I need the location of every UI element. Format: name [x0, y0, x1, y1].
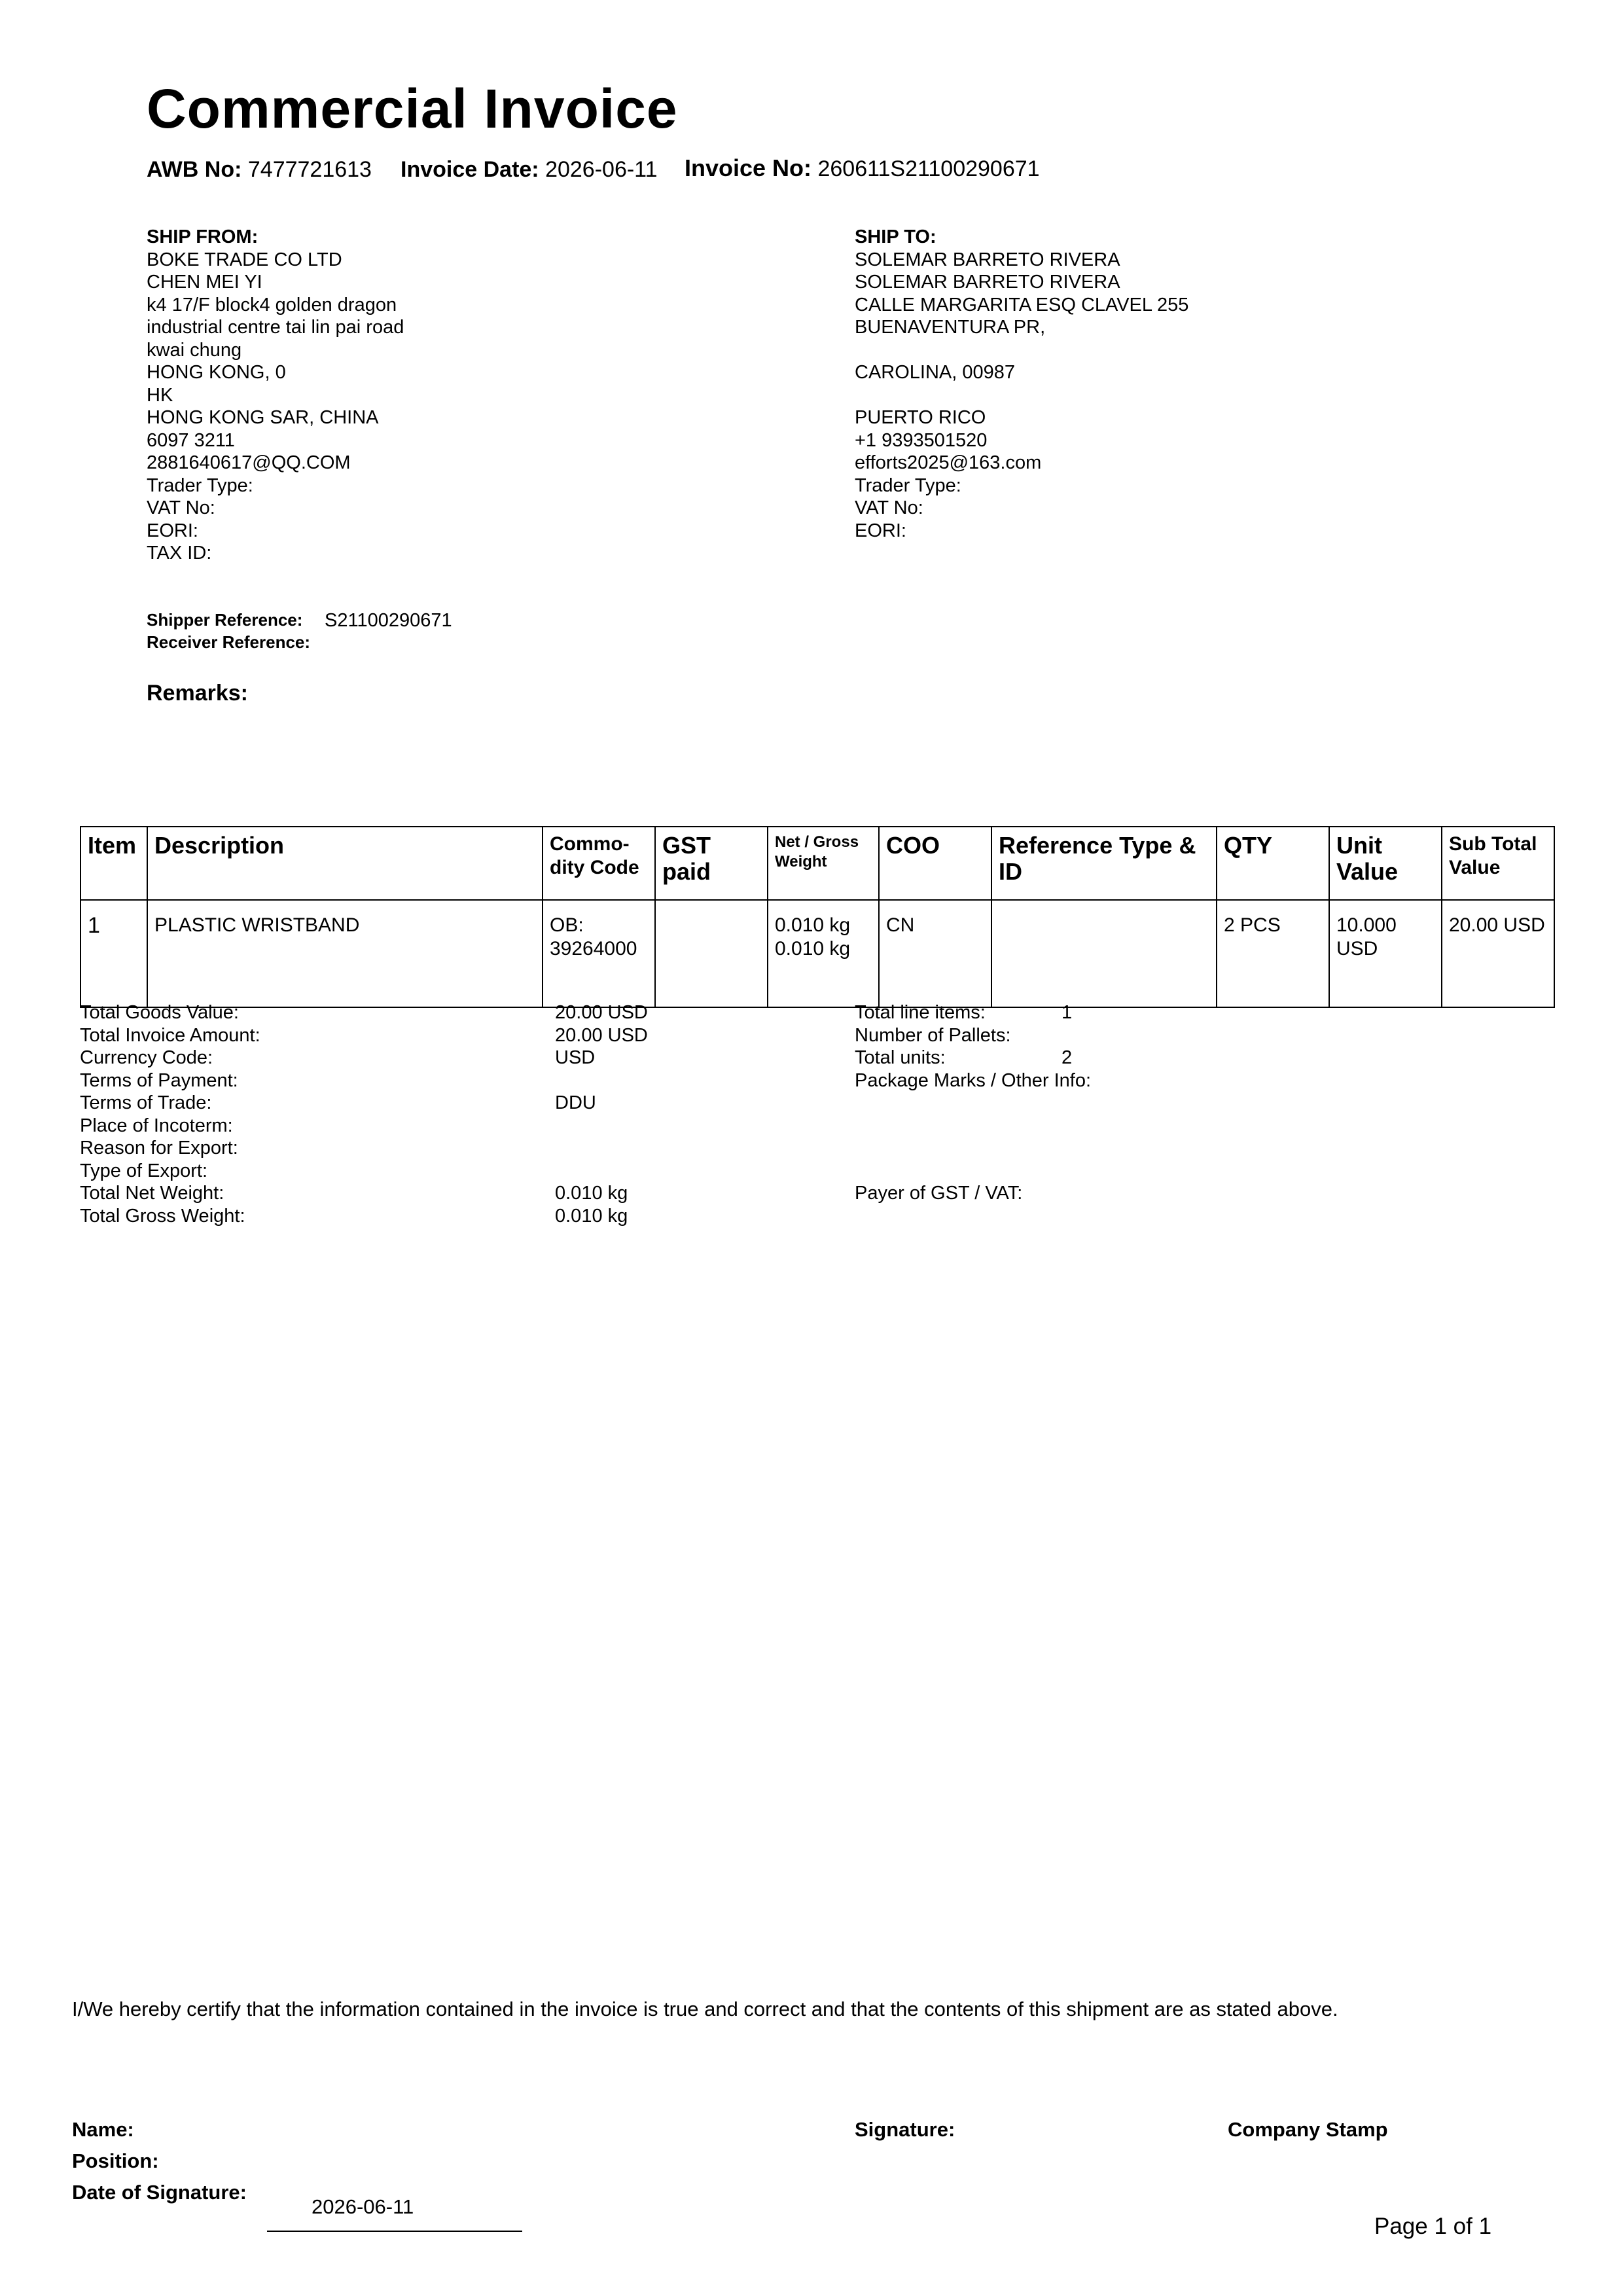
ship-from-label: SHIP FROM: [147, 226, 259, 247]
net-weight: 0.010 kg [775, 914, 851, 936]
summary-label: Number of Pallets: [855, 1024, 1011, 1046]
certification-statement: I/We hereby certify that the information contained in the invoice is true and correct and that the contents of this shipment are as stated above. [72, 1998, 1338, 2020]
ship-from-line: kwai chung [147, 339, 242, 361]
summary-label: Total Invoice Amount: [80, 1024, 260, 1046]
cell-sub-total: 20.00 USD [1442, 900, 1554, 1007]
date-of-signature-value: 2026-06-11 [312, 2195, 414, 2218]
ship-to-label: SHIP TO: [855, 226, 936, 247]
ship-to-line: Trader Type: [855, 475, 961, 496]
ship-from-line: industrial centre tai lin pai road [147, 317, 404, 338]
ship-to-line [855, 339, 1188, 362]
summary-label: Terms of Trade: [80, 1092, 212, 1113]
summary-value [1061, 1024, 1072, 1047]
cell-coo: CN [879, 900, 991, 1007]
summary-value: 0.010 kg [555, 1183, 628, 1204]
col-sub-total: Sub Total Value [1442, 827, 1554, 900]
ship-to-line: SOLEMAR BARRETO RIVERA [855, 249, 1120, 270]
cell-weight [768, 900, 879, 1007]
summary-label [855, 1137, 1091, 1160]
summary-label: Currency Code: [80, 1047, 213, 1068]
ship-from-line: 2881640617@QQ.COM [147, 452, 351, 473]
name-label: Name: [72, 2118, 134, 2141]
summary-value: 2 [1061, 1047, 1073, 1068]
ship-from-line: Trader Type: [147, 475, 253, 496]
summary-value: 1 [1061, 1002, 1073, 1023]
summary-right-labels [855, 1001, 1091, 1205]
summary-label: Payer of GST / VAT: [855, 1183, 1023, 1204]
summary-value: DDU [555, 1092, 596, 1113]
commodity-prefix: OB: [550, 914, 584, 936]
col-description: Description [147, 827, 543, 900]
shipper-reference [147, 610, 302, 630]
col-reference: Reference Type & ID [991, 827, 1217, 900]
ship-from-line: EORI: [147, 520, 198, 541]
ship-from-line: 6097 3211 [147, 429, 235, 451]
summary-value [1061, 1160, 1072, 1183]
summary-value [1061, 1137, 1072, 1160]
summary-value [555, 1115, 648, 1138]
summary-left-labels [80, 1001, 260, 1227]
ship-to-line: CALLE MARGARITA ESQ CLAVEL 255 [855, 294, 1189, 315]
summary-value [1061, 1092, 1072, 1115]
ship-to-line: EORI: [855, 520, 906, 541]
awb-value: 7477721613 [247, 157, 372, 182]
summary-label: Total line items: [855, 1002, 986, 1023]
ship-to-line: CAROLINA, 00987 [855, 362, 1016, 383]
summary-value [1061, 1182, 1072, 1205]
ship-from-block [147, 226, 404, 565]
ship-to-line: BUENAVENTURA PR, [855, 317, 1046, 338]
summary-label: Total units: [855, 1047, 946, 1068]
col-unit-value: Unit Value [1329, 827, 1442, 900]
summary-value: 20.00 USD [555, 1024, 648, 1046]
summary-value [1061, 1069, 1072, 1092]
summary-value [555, 1160, 648, 1183]
summary-right-values [1061, 1001, 1072, 1205]
company-stamp-label: Company Stamp [1228, 2118, 1388, 2141]
ship-to-line: efforts2025@163.com [855, 452, 1042, 473]
receiver-reference [147, 632, 310, 653]
gross-weight: 0.010 kg [775, 938, 851, 960]
cell-unit-value [1329, 900, 1442, 1007]
shipper-reference-label: Shipper Reference: [147, 610, 303, 630]
ship-to-line [855, 384, 1188, 407]
ship-to-line: +1 9393501520 [855, 429, 988, 451]
col-item: Item [80, 827, 147, 900]
signature-label: Signature: [855, 2118, 955, 2141]
invoice-date-field [401, 157, 657, 183]
col-gst-paid: GST paid [655, 827, 768, 900]
ship-from-line: CHEN MEI YI [147, 272, 262, 293]
table-row [80, 900, 1554, 1007]
invoice-date-value: 2026-06-11 [545, 157, 658, 182]
cell-commodity-code [543, 900, 655, 1007]
invoice-number-field [685, 154, 1040, 182]
unit-value-currency: USD [1336, 938, 1378, 960]
col-qty: QTY [1217, 827, 1329, 900]
summary-value [555, 1069, 648, 1092]
invoice-number-label: Invoice No: [685, 154, 812, 181]
date-of-signature-label: Date of Signature: [72, 2181, 247, 2204]
summary-value [555, 1137, 648, 1160]
cell-reference [991, 900, 1217, 1007]
col-weight: Net / Gross Weight [768, 827, 879, 900]
awb-field [147, 157, 372, 183]
summary-label: Place of Incoterm: [80, 1115, 233, 1136]
ship-from-line: HONG KONG, 0 [147, 362, 286, 383]
summary-label: Total Gross Weight: [80, 1205, 245, 1227]
ship-to-line: PUERTO RICO [855, 407, 986, 428]
receiver-reference-label: Receiver Reference: [147, 632, 311, 652]
ship-from-line: k4 17/F block4 golden dragon [147, 294, 397, 315]
ship-to-line: SOLEMAR BARRETO RIVERA [855, 272, 1120, 293]
summary-label: Package Marks / Other Info: [855, 1069, 1092, 1091]
invoice-number-value: 260611S21100290671 [817, 156, 1040, 181]
summary-value: 0.010 kg [555, 1205, 628, 1227]
invoice-date-label: Invoice Date: [401, 157, 539, 182]
unit-value-amount: 10.000 [1336, 914, 1397, 936]
summary-label: Total Goods Value: [80, 1002, 239, 1023]
awb-label: AWB No: [147, 157, 242, 182]
table-header-row [80, 827, 1554, 900]
cell-item: 1 [80, 900, 147, 1007]
remarks-label: Remarks: [147, 681, 248, 706]
commodity-code: 39264000 [550, 938, 637, 960]
date-signature-line [267, 2231, 522, 2232]
document-title: Commercial Invoice [147, 78, 678, 139]
summary-value [1061, 1115, 1072, 1138]
summary-label [855, 1092, 1091, 1115]
cell-qty: 2 PCS [1217, 900, 1329, 1007]
page-number: Page 1 of 1 [1374, 2214, 1492, 2239]
shipper-reference-value: S21100290671 [325, 610, 452, 631]
cell-gst-paid [655, 900, 768, 1007]
summary-label [855, 1115, 1091, 1138]
summary-label: Reason for Export: [80, 1138, 238, 1158]
ship-from-line: BOKE TRADE CO LTD [147, 249, 342, 270]
ship-from-line: HONG KONG SAR, CHINA [147, 407, 379, 428]
ship-to-line: VAT No: [855, 497, 923, 518]
summary-label: Total Net Weight: [80, 1183, 224, 1204]
position-label: Position: [72, 2149, 159, 2172]
line-items-table [80, 826, 1555, 1008]
summary-value: 20.00 USD [555, 1002, 648, 1023]
col-commodity-code: Commo-dity Code [543, 827, 655, 900]
summary-label: Terms of Payment: [80, 1069, 238, 1091]
summary-label: Type of Export: [80, 1160, 208, 1181]
ship-from-line: VAT No: [147, 497, 215, 518]
ship-from-line: HK [147, 384, 173, 406]
ship-to-block [855, 226, 1188, 542]
summary-left-values [555, 1001, 648, 1227]
ship-from-line: TAX ID: [147, 543, 212, 564]
cell-description: PLASTIC WRISTBAND [147, 900, 543, 1007]
summary-label [855, 1160, 1091, 1183]
col-coo: COO [879, 827, 991, 900]
summary-value: USD [555, 1047, 596, 1068]
